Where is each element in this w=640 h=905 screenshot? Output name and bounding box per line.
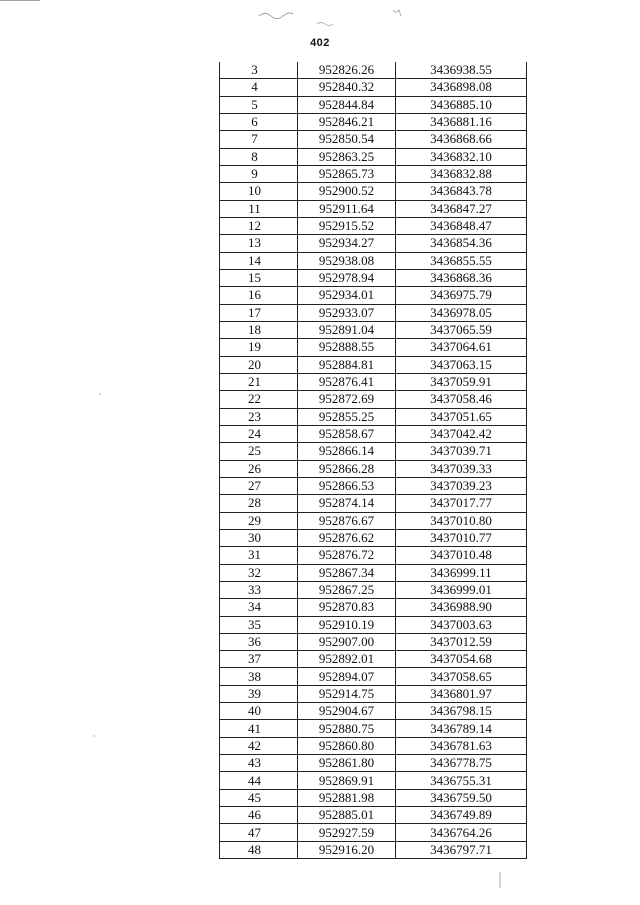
y-coordinate-cell: 3437058.65 <box>396 668 527 685</box>
x-coordinate-cell: 952876.67 <box>298 512 396 529</box>
point-number-cell: 11 <box>220 200 298 217</box>
point-number-cell: 23 <box>220 408 298 425</box>
y-coordinate-cell: 3437058.46 <box>396 391 527 408</box>
table-row <box>220 807 527 824</box>
x-coordinate-cell: 952867.34 <box>298 564 396 581</box>
point-number-cell: 48 <box>220 841 298 858</box>
x-coordinate-cell: 952861.80 <box>298 755 396 772</box>
table-row <box>220 269 527 286</box>
x-coordinate-cell: 952870.83 <box>298 599 396 616</box>
x-coordinate-cell: 952863.25 <box>298 148 396 165</box>
table-row <box>220 564 527 581</box>
point-number-cell: 20 <box>220 356 298 373</box>
point-number-cell: 41 <box>220 720 298 737</box>
x-coordinate-cell: 952874.14 <box>298 495 396 512</box>
y-coordinate-cell: 3436975.79 <box>396 287 527 304</box>
coordinates-table-body <box>220 62 527 859</box>
point-number-cell: 24 <box>220 425 298 442</box>
table-row <box>220 356 527 373</box>
x-coordinate-cell: 952934.01 <box>298 287 396 304</box>
x-coordinate-cell: 952900.52 <box>298 183 396 200</box>
table-row <box>220 96 527 113</box>
point-number-cell: 27 <box>220 477 298 494</box>
point-number-cell: 34 <box>220 599 298 616</box>
point-number-cell: 22 <box>220 391 298 408</box>
x-coordinate-cell: 952978.94 <box>298 269 396 286</box>
y-coordinate-cell: 3436781.63 <box>396 737 527 754</box>
y-coordinate-cell: 3436885.10 <box>396 96 527 113</box>
point-number-cell: 6 <box>220 113 298 130</box>
x-coordinate-cell: 952910.19 <box>298 616 396 633</box>
x-coordinate-cell: 952884.81 <box>298 356 396 373</box>
x-coordinate-cell: 952911.64 <box>298 200 396 217</box>
x-coordinate-cell: 952826.26 <box>298 62 396 79</box>
y-coordinate-cell: 3436881.16 <box>396 113 527 130</box>
point-number-cell: 28 <box>220 495 298 512</box>
table-row <box>220 183 527 200</box>
scan-smudge-top <box>255 4 415 30</box>
scan-smudge-bottom-right <box>495 870 505 892</box>
point-number-cell: 31 <box>220 547 298 564</box>
point-number-cell: 14 <box>220 252 298 269</box>
x-coordinate-cell: 952865.73 <box>298 165 396 182</box>
x-coordinate-cell: 952888.55 <box>298 339 396 356</box>
point-number-cell: 4 <box>220 79 298 96</box>
y-coordinate-cell: 3437039.71 <box>396 443 527 460</box>
y-coordinate-cell: 3436755.31 <box>396 772 527 789</box>
y-coordinate-cell: 3436868.36 <box>396 269 527 286</box>
table-row <box>220 339 527 356</box>
y-coordinate-cell: 3437017.77 <box>396 495 527 512</box>
y-coordinate-cell: 3436938.55 <box>396 62 527 79</box>
table-row <box>220 477 527 494</box>
table-row <box>220 824 527 841</box>
point-number-cell: 17 <box>220 304 298 321</box>
y-coordinate-cell: 3437003.63 <box>396 616 527 633</box>
y-coordinate-cell: 3436847.27 <box>396 200 527 217</box>
x-coordinate-cell: 952885.01 <box>298 807 396 824</box>
y-coordinate-cell: 3436988.90 <box>396 599 527 616</box>
point-number-cell: 21 <box>220 373 298 390</box>
point-number-cell: 33 <box>220 581 298 598</box>
point-number-cell: 45 <box>220 789 298 806</box>
x-coordinate-cell: 952850.54 <box>298 131 396 148</box>
x-coordinate-cell: 952933.07 <box>298 304 396 321</box>
x-coordinate-cell: 952866.28 <box>298 460 396 477</box>
point-number-cell: 32 <box>220 564 298 581</box>
point-number-cell: 35 <box>220 616 298 633</box>
y-coordinate-cell: 3437039.33 <box>396 460 527 477</box>
y-coordinate-cell: 3437010.48 <box>396 547 527 564</box>
table-row <box>220 79 527 96</box>
y-coordinate-cell: 3436898.08 <box>396 79 527 96</box>
table-row <box>220 755 527 772</box>
x-coordinate-cell: 952880.75 <box>298 720 396 737</box>
table-row <box>220 616 527 633</box>
x-coordinate-cell: 952866.14 <box>298 443 396 460</box>
point-number-cell: 39 <box>220 685 298 702</box>
x-coordinate-cell: 952876.62 <box>298 529 396 546</box>
x-coordinate-cell: 952934.27 <box>298 235 396 252</box>
y-coordinate-cell: 3436789.14 <box>396 720 527 737</box>
y-coordinate-cell: 3437042.42 <box>396 425 527 442</box>
point-number-cell: 8 <box>220 148 298 165</box>
y-coordinate-cell: 3436855.55 <box>396 252 527 269</box>
point-number-cell: 43 <box>220 755 298 772</box>
x-coordinate-cell: 952869.91 <box>298 772 396 789</box>
y-coordinate-cell: 3436798.15 <box>396 703 527 720</box>
table-row <box>220 165 527 182</box>
point-number-cell: 16 <box>220 287 298 304</box>
x-coordinate-cell: 952894.07 <box>298 668 396 685</box>
table-row <box>220 425 527 442</box>
x-coordinate-cell: 952904.67 <box>298 703 396 720</box>
table-row <box>220 668 527 685</box>
y-coordinate-cell: 3436801.97 <box>396 685 527 702</box>
table-row <box>220 737 527 754</box>
x-coordinate-cell: 952876.41 <box>298 373 396 390</box>
point-number-cell: 18 <box>220 321 298 338</box>
y-coordinate-cell: 3437063.15 <box>396 356 527 373</box>
table-row <box>220 772 527 789</box>
table-row <box>220 651 527 668</box>
point-number-cell: 40 <box>220 703 298 720</box>
x-coordinate-cell: 952846.21 <box>298 113 396 130</box>
x-coordinate-cell: 952907.00 <box>298 633 396 650</box>
point-number-cell: 9 <box>220 165 298 182</box>
x-coordinate-cell: 952891.04 <box>298 321 396 338</box>
table-row <box>220 113 527 130</box>
x-coordinate-cell: 952892.01 <box>298 651 396 668</box>
table-row <box>220 252 527 269</box>
point-number-cell: 37 <box>220 651 298 668</box>
point-number-cell: 26 <box>220 460 298 477</box>
x-coordinate-cell: 952876.72 <box>298 547 396 564</box>
table-row <box>220 304 527 321</box>
x-coordinate-cell: 952844.84 <box>298 96 396 113</box>
y-coordinate-cell: 3437065.59 <box>396 321 527 338</box>
table-row <box>220 200 527 217</box>
x-coordinate-cell: 952872.69 <box>298 391 396 408</box>
table-row <box>220 599 527 616</box>
point-number-cell: 13 <box>220 235 298 252</box>
table-row <box>220 685 527 702</box>
table-row <box>220 391 527 408</box>
point-number-cell: 10 <box>220 183 298 200</box>
point-number-cell: 29 <box>220 512 298 529</box>
coordinates-table <box>219 62 527 859</box>
table-row <box>220 703 527 720</box>
table-row <box>220 529 527 546</box>
y-coordinate-cell: 3436778.75 <box>396 755 527 772</box>
table-row <box>220 217 527 234</box>
point-number-cell: 36 <box>220 633 298 650</box>
y-coordinate-cell: 3436832.10 <box>396 148 527 165</box>
y-coordinate-cell: 3437012.59 <box>396 633 527 650</box>
x-coordinate-cell: 952867.25 <box>298 581 396 598</box>
x-coordinate-cell: 952840.32 <box>298 79 396 96</box>
point-number-cell: 38 <box>220 668 298 685</box>
table-row <box>220 373 527 390</box>
point-number-cell: 19 <box>220 339 298 356</box>
table-row <box>220 841 527 858</box>
x-coordinate-cell: 952881.98 <box>298 789 396 806</box>
x-coordinate-cell: 952855.25 <box>298 408 396 425</box>
y-coordinate-cell: 3436854.36 <box>396 235 527 252</box>
scan-smudge-left <box>60 390 110 750</box>
table-row <box>220 148 527 165</box>
table-row <box>220 789 527 806</box>
x-coordinate-cell: 952927.59 <box>298 824 396 841</box>
y-coordinate-cell: 3436999.11 <box>396 564 527 581</box>
y-coordinate-cell: 3436999.01 <box>396 581 527 598</box>
point-number-cell: 46 <box>220 807 298 824</box>
point-number-cell: 47 <box>220 824 298 841</box>
scan-mark-top-left <box>0 0 40 1</box>
table-row <box>220 633 527 650</box>
x-coordinate-cell: 952938.08 <box>298 252 396 269</box>
point-number-cell: 3 <box>220 62 298 79</box>
y-coordinate-cell: 3436764.26 <box>396 824 527 841</box>
y-coordinate-cell: 3437010.77 <box>396 529 527 546</box>
table-row <box>220 720 527 737</box>
x-coordinate-cell: 952858.67 <box>298 425 396 442</box>
y-coordinate-cell: 3436848.47 <box>396 217 527 234</box>
x-coordinate-cell: 952860.80 <box>298 737 396 754</box>
x-coordinate-cell: 952915.52 <box>298 217 396 234</box>
table-row <box>220 581 527 598</box>
point-number-cell: 7 <box>220 131 298 148</box>
y-coordinate-cell: 3437010.80 <box>396 512 527 529</box>
table-row <box>220 408 527 425</box>
table-row <box>220 495 527 512</box>
y-coordinate-cell: 3437054.68 <box>396 651 527 668</box>
point-number-cell: 30 <box>220 529 298 546</box>
table-row <box>220 235 527 252</box>
y-coordinate-cell: 3437051.65 <box>396 408 527 425</box>
table-row <box>220 512 527 529</box>
point-number-cell: 15 <box>220 269 298 286</box>
point-number-cell: 5 <box>220 96 298 113</box>
table-row <box>220 287 527 304</box>
point-number-cell: 25 <box>220 443 298 460</box>
y-coordinate-cell: 3437064.61 <box>396 339 527 356</box>
point-number-cell: 42 <box>220 737 298 754</box>
y-coordinate-cell: 3437039.23 <box>396 477 527 494</box>
y-coordinate-cell: 3436978.05 <box>396 304 527 321</box>
y-coordinate-cell: 3436868.66 <box>396 131 527 148</box>
point-number-cell: 12 <box>220 217 298 234</box>
table-row <box>220 62 527 79</box>
point-number-cell: 44 <box>220 772 298 789</box>
y-coordinate-cell: 3437059.91 <box>396 373 527 390</box>
table-row <box>220 547 527 564</box>
x-coordinate-cell: 952914.75 <box>298 685 396 702</box>
x-coordinate-cell: 952866.53 <box>298 477 396 494</box>
y-coordinate-cell: 3436759.50 <box>396 789 527 806</box>
x-coordinate-cell: 952916.20 <box>298 841 396 858</box>
y-coordinate-cell: 3436749.89 <box>396 807 527 824</box>
table-row <box>220 460 527 477</box>
page-number: 402 <box>310 37 330 49</box>
table-row <box>220 321 527 338</box>
y-coordinate-cell: 3436843.78 <box>396 183 527 200</box>
y-coordinate-cell: 3436832.88 <box>396 165 527 182</box>
y-coordinate-cell: 3436797.71 <box>396 841 527 858</box>
table-row <box>220 131 527 148</box>
table-row <box>220 443 527 460</box>
